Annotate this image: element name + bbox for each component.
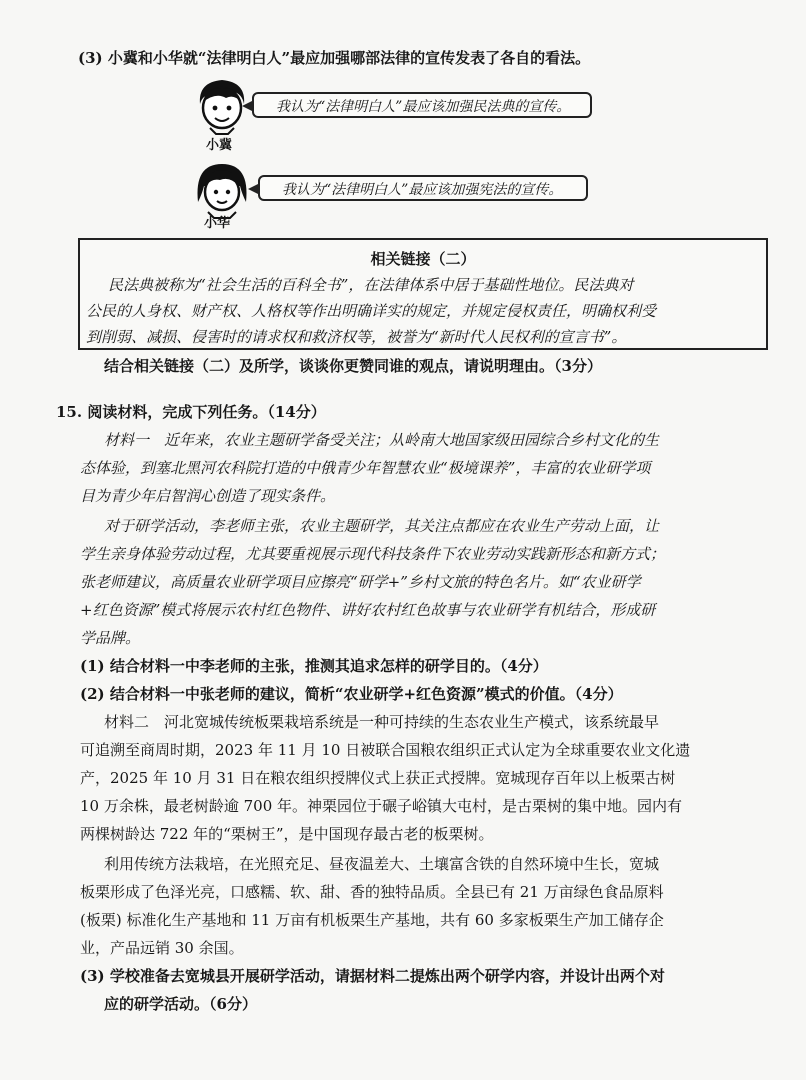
material-2-line: 板栗形成了色泽光亮，口感糯、软、甜、香的独特品质。全县已有 21 万亩绿色食品原料 [80,883,664,901]
related-link-line: 公民的人身权、财产权、人格权等作出明确详实的规定，并规定侵权责任，明确权利受 [86,302,657,320]
sub-question-2: (2) 结合材料一中张老师的建议，简析“农业研学+红色资源”模式的价值。（4分） [80,685,623,703]
material-1-line: 态体验，到塞北黑河农科院打造的中俄青少年智慧农业“极境课养”，丰富的农业研学项 [80,459,651,477]
material-2-line: 产，2025 年 10 月 31 日在粮农组织授牌仪式上获正式授牌。宽城现存百年以上板栗古树 [80,769,676,787]
material-2-line: (板栗) 标准化生产基地和 11 万亩有机板栗生产基地，共有 60 多家板栗生产加工储存企 [80,911,664,929]
material-1-line: 材料一 近年来，农业主题研学备受关注；从岭南大地国家级田园综合乡村文化的生 [104,431,660,449]
related-link-line: 民法典被称为“社会生活的百科全书”，在法律体系中居于基础性地位。民法典对 [108,276,634,294]
speech-bubble-xiaohua [258,175,588,201]
bubble-tail [248,183,260,195]
related-link-title: 相关链接（二） [370,250,476,268]
sub-question-1: (1) 结合材料一中李老师的主张，推测其追求怎样的研学目的。（4分） [80,657,548,675]
material-2-line: 业，产品远销 30 余国。 [80,939,244,957]
related-link-box [78,238,768,350]
material-2-line: 10 万余株，最老树龄逾 700 年。神栗园位于碾子峪镇大屯村，是古栗树的集中地。园内有 [80,797,683,815]
speech-text-xiaohua: 我认为“法律明白人”最应该加强宪法的宣传。 [282,182,563,198]
speaker-name-xiaoji: 小冀 [206,138,233,153]
speaker-name-xiaohua: 小华 [204,216,231,231]
material-2-line: 利用传统方法栽培，在光照充足、昼夜温差大、土壤富含铁的自然环境中生长，宽城 [104,855,660,873]
question-3-intro: (3) 小冀和小华就“法律明白人”最应加强哪部法律的宣传发表了各自的看法。 [78,49,591,67]
related-link-line: 到削弱、减损、侵害时的请求权和救济权等，被誉为“新时代人民权利的宣言书”。 [86,328,627,346]
question-15-title: 15. 阅读材料，完成下列任务。（14分） [56,403,326,421]
sub-question-3: (3) 学校准备去宽城县开展研学活动，请据材料二提炼出两个研学内容，并设计出两个对 [80,967,665,985]
material-1-line: 学品牌。 [80,629,141,647]
material-1-line: 对于研学活动，李老师主张，农业主题研学，其关注点都应在农业生产劳动上面，让 [104,517,660,535]
material-1-line: +红色资源”模式将展示农村红色物件、讲好农村红色故事与农业研学有机结合，形成研 [80,601,656,619]
material-1-line: 学生亲身体验劳动过程，尤其要重视展示现代科技条件下农业劳动实践新形态和新方式； [80,545,666,563]
question-3-prompt: 结合相关链接（二）及所学，谈谈你更赞同谁的观点，请说明理由。（3分） [104,357,602,375]
speech-bubble-xiaoji [252,92,592,118]
material-2-line: 材料二 河北宽城传统板栗栽培系统是一种可持续的生态农业生产模式，该系统最早 [104,713,660,731]
sub-question-3-cont: 应的研学活动。（6分） [104,995,257,1013]
material-2-line: 两棵树龄达 722 年的“栗树王”，是中国现存最古老的板栗树。 [80,825,494,843]
material-2-line: 可追溯至商周时期，2023 年 11 月 10 日被联合国粮农组织正式认定为全球重要农业文化遗 [80,741,691,759]
material-1-line: 目为青少年启智润心创造了现实条件。 [80,487,336,505]
material-1-line: 张老师建议，高质量农业研学项目应擦亮“研学+”乡村文旅的特色名片。如“农业研学 [80,573,641,591]
bubble-tail [242,100,254,112]
speech-text-xiaoji: 我认为“法律明白人”最应该加强民法典的宣传。 [276,99,571,115]
